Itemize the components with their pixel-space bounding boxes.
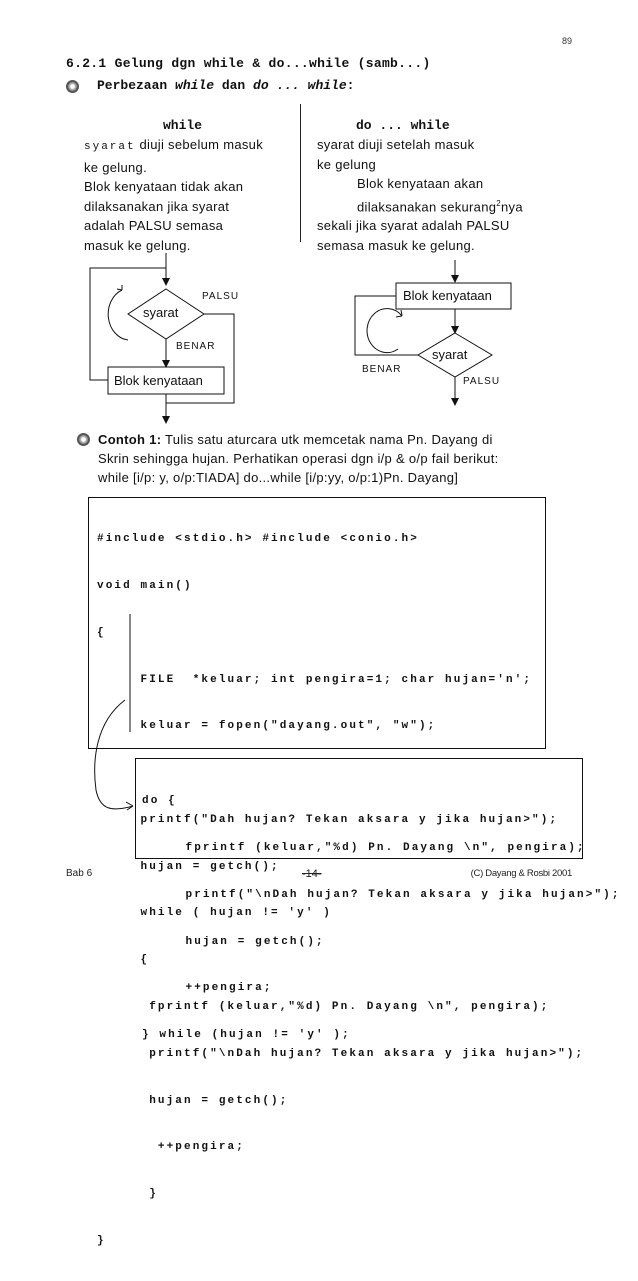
- dowhile-true-label: BENAR: [362, 364, 402, 375]
- code-line: hujan = getch();: [97, 860, 280, 873]
- dowhile-line-4: dilaksanakan sekurang$^2$nya: [357, 198, 523, 214]
- example-bullet-icon: [77, 433, 90, 446]
- section-heading: 6.2.1 Gelung dgn while & do...while (samb...): [66, 56, 431, 71]
- while-line-6: masuk ke gelung.: [84, 237, 191, 253]
- footer-chapter: Bab 6: [66, 868, 93, 879]
- example-line-3: while [i/p: y, o/p:TIADA] do...while [i/p:yy, o/p:1)Pn. Dayang]: [98, 470, 459, 485]
- dowhile-code: [142, 763, 621, 1075]
- dowhile-line-6: semasa masuk ke gelung.: [317, 237, 475, 253]
- dowhile-line-5: sekali jika syarat adalah PALSU: [317, 218, 510, 234]
- code-line: } while (hujan != 'y' );: [142, 1029, 351, 1042]
- page-number: 89: [561, 36, 572, 46]
- code-line: {: [97, 626, 106, 639]
- code-line: printf("\nDah hujan? Tekan aksara y jika hujan>");: [142, 888, 621, 901]
- code-line: printf("Dah hujan? Tekan aksara y jika hujan>");: [97, 813, 559, 826]
- code-line: hujan = getch();: [97, 1094, 289, 1107]
- footer-copyright: (C) Dayang & Rosbi 2001: [470, 868, 572, 879]
- example-line-2: Skrin sehingga hujan. Perhatikan operasi dgn i/p & o/p fail berikut:: [98, 451, 499, 466]
- code-line: ++pengira;: [97, 1141, 245, 1154]
- dowhile-line-1: syarat diuji setelah masuk: [317, 137, 475, 152]
- while-line-5: adalah PALSU semasa: [84, 218, 224, 233]
- code-line: FILE *keluar; int pengira=1; char hujan='n';: [97, 673, 533, 686]
- while-line-1: syarat diuji sebelum masuk: [84, 137, 263, 153]
- while-false-label: PALSU: [202, 291, 240, 302]
- while-line-3: Blok kenyataan tidak akan: [84, 179, 244, 194]
- dowhile-line-3: Blok kenyataan akan: [357, 176, 484, 191]
- dowhile-block-label: Blok kenyataan: [403, 288, 492, 303]
- code-line: {: [97, 954, 150, 967]
- code-line: printf("\nDah hujan? Tekan aksara y jika hujan>");: [97, 1047, 585, 1060]
- code-line: fprintf (keluar,"%d) Pn. Dayang \n", pengira);: [142, 841, 586, 854]
- code-line: }: [97, 1188, 158, 1201]
- example-text: [98, 430, 568, 487]
- example-line-1: Contoh 1: Tulis satu aturcara utk memcetak nama Pn. Dayang di: [98, 432, 493, 447]
- dowhile-false-label: PALSU: [463, 376, 501, 387]
- dowhile-loop-curve-icon: [367, 309, 402, 353]
- code-line: do {: [142, 795, 177, 808]
- code-line: }: [97, 1234, 106, 1247]
- sub-while: while: [175, 78, 215, 93]
- while-line-2: ke gelung.: [84, 159, 147, 175]
- subheading: Perbezaan while dan do ... while:: [97, 78, 355, 93]
- code-line: while ( hujan != 'y' ): [97, 907, 332, 920]
- while-loop-curve-icon: [108, 290, 128, 340]
- while-column-title: while: [163, 118, 203, 133]
- code-line: fprintf (keluar,"%d) Pn. Dayang \n", pengira);: [97, 1001, 550, 1013]
- dowhile-column-title: do ... while: [356, 118, 450, 133]
- code-line: hujan = getch();: [142, 935, 325, 948]
- code-line: ++pengira;: [142, 982, 273, 995]
- while-true-label: BENAR: [176, 341, 216, 352]
- code-line: keluar = fopen("dayang.out", "w");: [97, 720, 437, 733]
- dowhile-condition-label: syarat: [432, 347, 468, 362]
- while-condition-label: syarat: [143, 305, 179, 320]
- while-block-label: Blok kenyataan: [114, 373, 203, 388]
- while-flowchart: [90, 253, 234, 420]
- footer-page: -14-: [302, 868, 322, 880]
- while-line-4: dilaksanakan jika syarat: [84, 198, 230, 214]
- sub-dowhile: do ... while: [253, 78, 347, 93]
- code-line: void main(): [97, 579, 193, 592]
- code-line: #include <stdio.h> #include <conio.h>: [97, 533, 419, 546]
- dowhile-line-2: ke gelung: [317, 156, 377, 172]
